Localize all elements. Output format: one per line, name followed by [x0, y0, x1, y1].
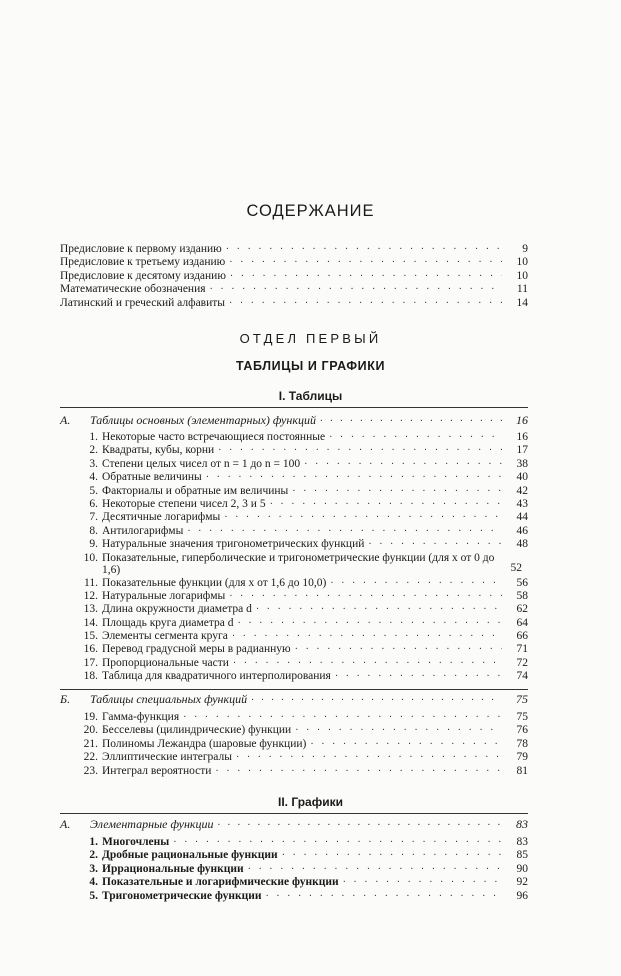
toc-entry[interactable]: 21. Полиномы Лежандра (шаровые функции) · · · 78	[60, 738, 528, 751]
toc-entry[interactable]: 15. Элементы сегмента круга · · · 66	[60, 630, 528, 643]
toc-entry[interactable]: Предисловие к третьему изданию · · · 10	[60, 256, 528, 269]
toc-section[interactable]: А. Элементарные функции · · · 83	[60, 817, 528, 832]
toc-entry[interactable]: 10. Показательные, гиперболические и тригонометрические функции (для x от 0 до 1,6) 52	[83, 551, 522, 577]
graphs-list	[60, 836, 528, 903]
divider	[60, 813, 528, 814]
toc-entry[interactable]: 7. Десятичные логарифмы · · · 44	[60, 511, 528, 524]
toc-entry[interactable]: 20. Бесселевы (цилиндрические) функции · · · 76	[60, 724, 528, 737]
toc-entry[interactable]: 1. Некоторые часто встречающиеся постоянные · · · 16	[60, 431, 528, 444]
divider	[60, 689, 528, 690]
preface-list	[60, 243, 528, 310]
toc-entry[interactable]: 11. Показательные функции (для x от 1,6 до 10,0) · · · 56	[60, 577, 528, 590]
divider	[60, 407, 528, 408]
toc-entry[interactable]: 13. Длина окружности диаметра d · · · 62	[60, 603, 528, 616]
toc-entry[interactable]: 9. Натуральные значения тригонометрических функций · · · 48	[60, 538, 528, 551]
toc-entry[interactable]: 14. Площадь круга диаметра d · · · 64	[60, 617, 528, 630]
toc-entry[interactable]: Предисловие к первому изданию · · · 9	[60, 243, 528, 256]
toc-entry[interactable]: 16. Перевод градусной меры в радианную · · · 71	[60, 643, 528, 656]
page-title: СОДЕРЖАНИЕ	[246, 202, 375, 220]
graphs-section-list	[60, 817, 528, 832]
toc-entry[interactable]: 5. Тригонометрические функции · · · 96	[60, 890, 528, 903]
part-subheading: ТАБЛИЦЫ И ГРАФИКИ	[235, 359, 386, 373]
toc-entry[interactable]: 2. Квадраты, кубы, корни · · · 17	[60, 444, 528, 457]
toc-entry[interactable]: 3. Иррациональные функции · · · 90	[60, 863, 528, 876]
toc-entry[interactable]: Латинский и греческий алфавиты · · · 14	[60, 297, 528, 310]
toc-entry[interactable]: 3. Степени целых чисел от n = 1 до n = 100 · · · 38	[60, 458, 528, 471]
section-a-list	[60, 413, 528, 428]
toc-section[interactable]: А. Таблицы основных (элементарных) функций · · · 16	[60, 413, 528, 428]
toc-entry[interactable]: 4. Обратные величины · · · 40	[60, 471, 528, 484]
toc-entry[interactable]: 23. Интеграл вероятности · · · 81	[60, 765, 528, 778]
toc-entry[interactable]: 6. Некоторые степени чисел 2, 3 и 5 · · · 43	[60, 498, 528, 511]
chapter-heading: II. Графики	[278, 795, 343, 809]
toc-entry[interactable]: 22. Эллиптические интегралы · · · 79	[60, 751, 528, 764]
toc-entry[interactable]: 4. Показательные и логарифмические функции · · · 92	[60, 876, 528, 889]
toc-entry[interactable]: 18. Таблица для квадратичного интерполирования · · · 74	[60, 670, 528, 683]
toc-entry[interactable]: 8. Антилогарифмы · · · 46	[60, 525, 528, 538]
chapter-heading: I. Таблицы	[278, 389, 343, 403]
toc-entry[interactable]: 19. Гамма-функция · · · 75	[60, 711, 528, 724]
part-heading: ОТДЕЛ ПЕРВЫЙ	[239, 331, 382, 346]
tables-list	[60, 431, 528, 684]
toc-entry[interactable]: 2. Дробные рациональные функции · · · 85	[60, 849, 528, 862]
toc-entry[interactable]: 17. Пропорциональные части · · · 72	[60, 657, 528, 670]
toc-entry[interactable]: 12. Натуральные логарифмы · · · 58	[60, 590, 528, 603]
special-tables-list	[60, 711, 528, 778]
toc-entry[interactable]: Математические обозначения · · · 11	[60, 283, 528, 296]
toc-section[interactable]: Б. Таблицы специальных функций · · · 75	[60, 692, 528, 707]
section-b-list	[60, 692, 528, 707]
toc-entry[interactable]: 5. Факториалы и обратные им величины · · · 42	[60, 485, 528, 498]
toc-entry[interactable]: 1. Многочлены · · · 83	[60, 836, 528, 849]
toc-entry[interactable]: Предисловие к десятому изданию · · · 10	[60, 270, 528, 283]
